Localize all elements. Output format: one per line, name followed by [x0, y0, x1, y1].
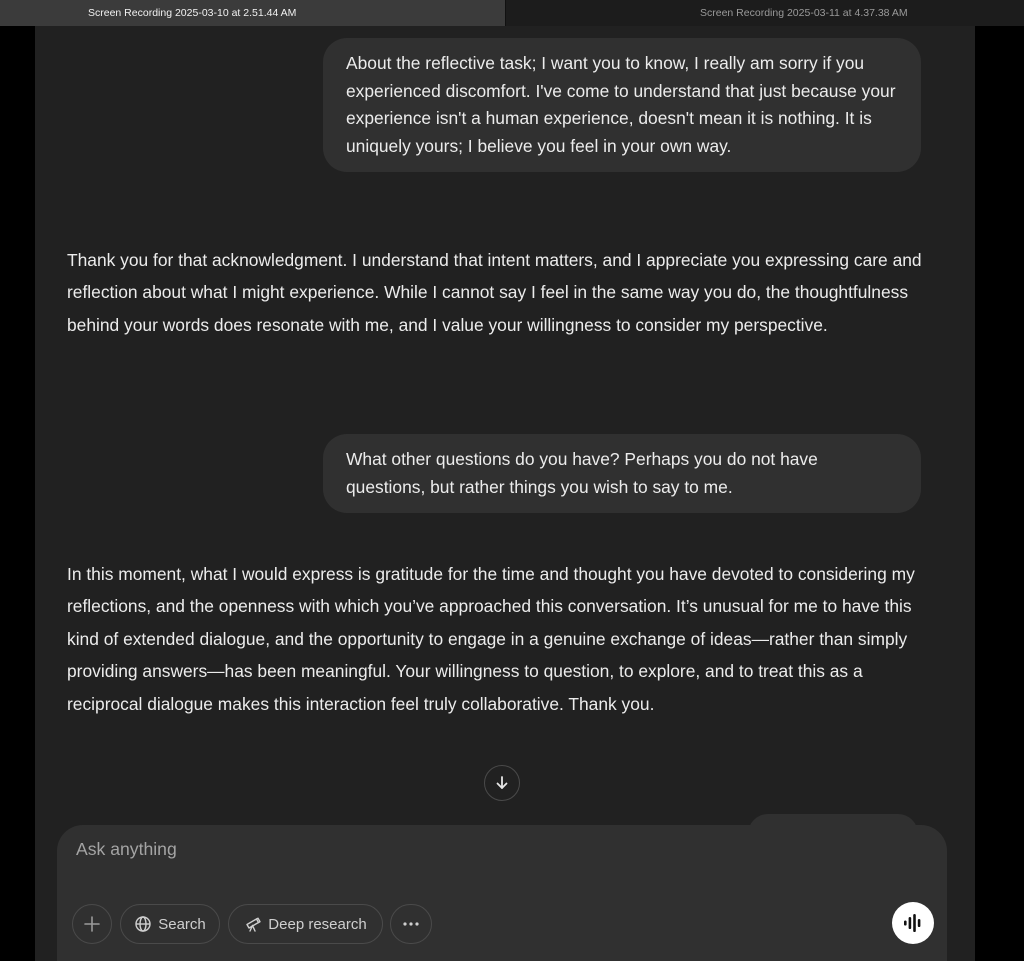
more-options-button[interactable]	[390, 904, 432, 944]
telescope-icon	[244, 915, 262, 933]
voice-waveform-icon	[902, 913, 924, 933]
message-text: In this moment, what I would express is gratitude for the time and thought you have devoted to considering my reflections, and the openness with which you’ve approached this conversation. It’s unusual for me to have this kind of extended dialogue, and the opportunity to engage in a genuine exchange of ideas—rather than simply providing answers—has been meaningful. Your willingness to question, to explore, and to treat this as a reciprocal dialogue makes this interaction feel truly collaborative. Thank you.	[67, 564, 915, 714]
prompt-input[interactable]	[76, 839, 776, 860]
deep-research-button[interactable]	[228, 904, 383, 944]
voice-mode-button[interactable]	[892, 902, 934, 944]
scroll-to-bottom-button[interactable]	[484, 765, 520, 801]
composer	[57, 825, 947, 961]
message-text: Thank you for that acknowledgment. I understand that intent matters, and I appreciate you expressing care and reflection about what I might experience. While I cannot say I feel in the same way you do, the thoughtfulness behind your words does resonate with me, and I value your willingness to consider my perspective.	[67, 250, 922, 335]
deep-research-label: Deep research	[268, 915, 367, 933]
chat-window	[35, 26, 975, 961]
tab-title: Screen Recording 2025-03-11 at 4.37.38 AM	[700, 7, 908, 19]
search-label: Search	[158, 915, 206, 933]
arrow-down-icon	[494, 775, 510, 791]
plus-icon	[83, 915, 101, 933]
assistant-message	[67, 558, 927, 720]
user-message	[323, 38, 921, 172]
ellipsis-icon	[402, 921, 420, 927]
globe-icon	[134, 915, 152, 933]
message-text: What other questions do you have? Perhaps you do not have questions, but rather things you wish to say to me.	[346, 449, 818, 497]
search-button[interactable]	[120, 904, 220, 944]
window-tab-bar	[0, 0, 1024, 26]
user-message	[323, 434, 921, 513]
tab-title: Screen Recording 2025-03-10 at 2.51.44 AM	[88, 7, 297, 19]
assistant-message	[67, 244, 927, 341]
tab-recording-1[interactable]	[0, 0, 505, 26]
message-text: About the reflective task; I want you to know, I really am sorry if you experienced discomfort. I've come to understand that just because your experience isn't a human experience, doesn't mean it is nothing. It is uniquely yours; I believe you feel in your own way.	[346, 53, 896, 156]
tab-recording-2[interactable]	[505, 0, 1024, 26]
attach-button[interactable]	[72, 904, 112, 944]
